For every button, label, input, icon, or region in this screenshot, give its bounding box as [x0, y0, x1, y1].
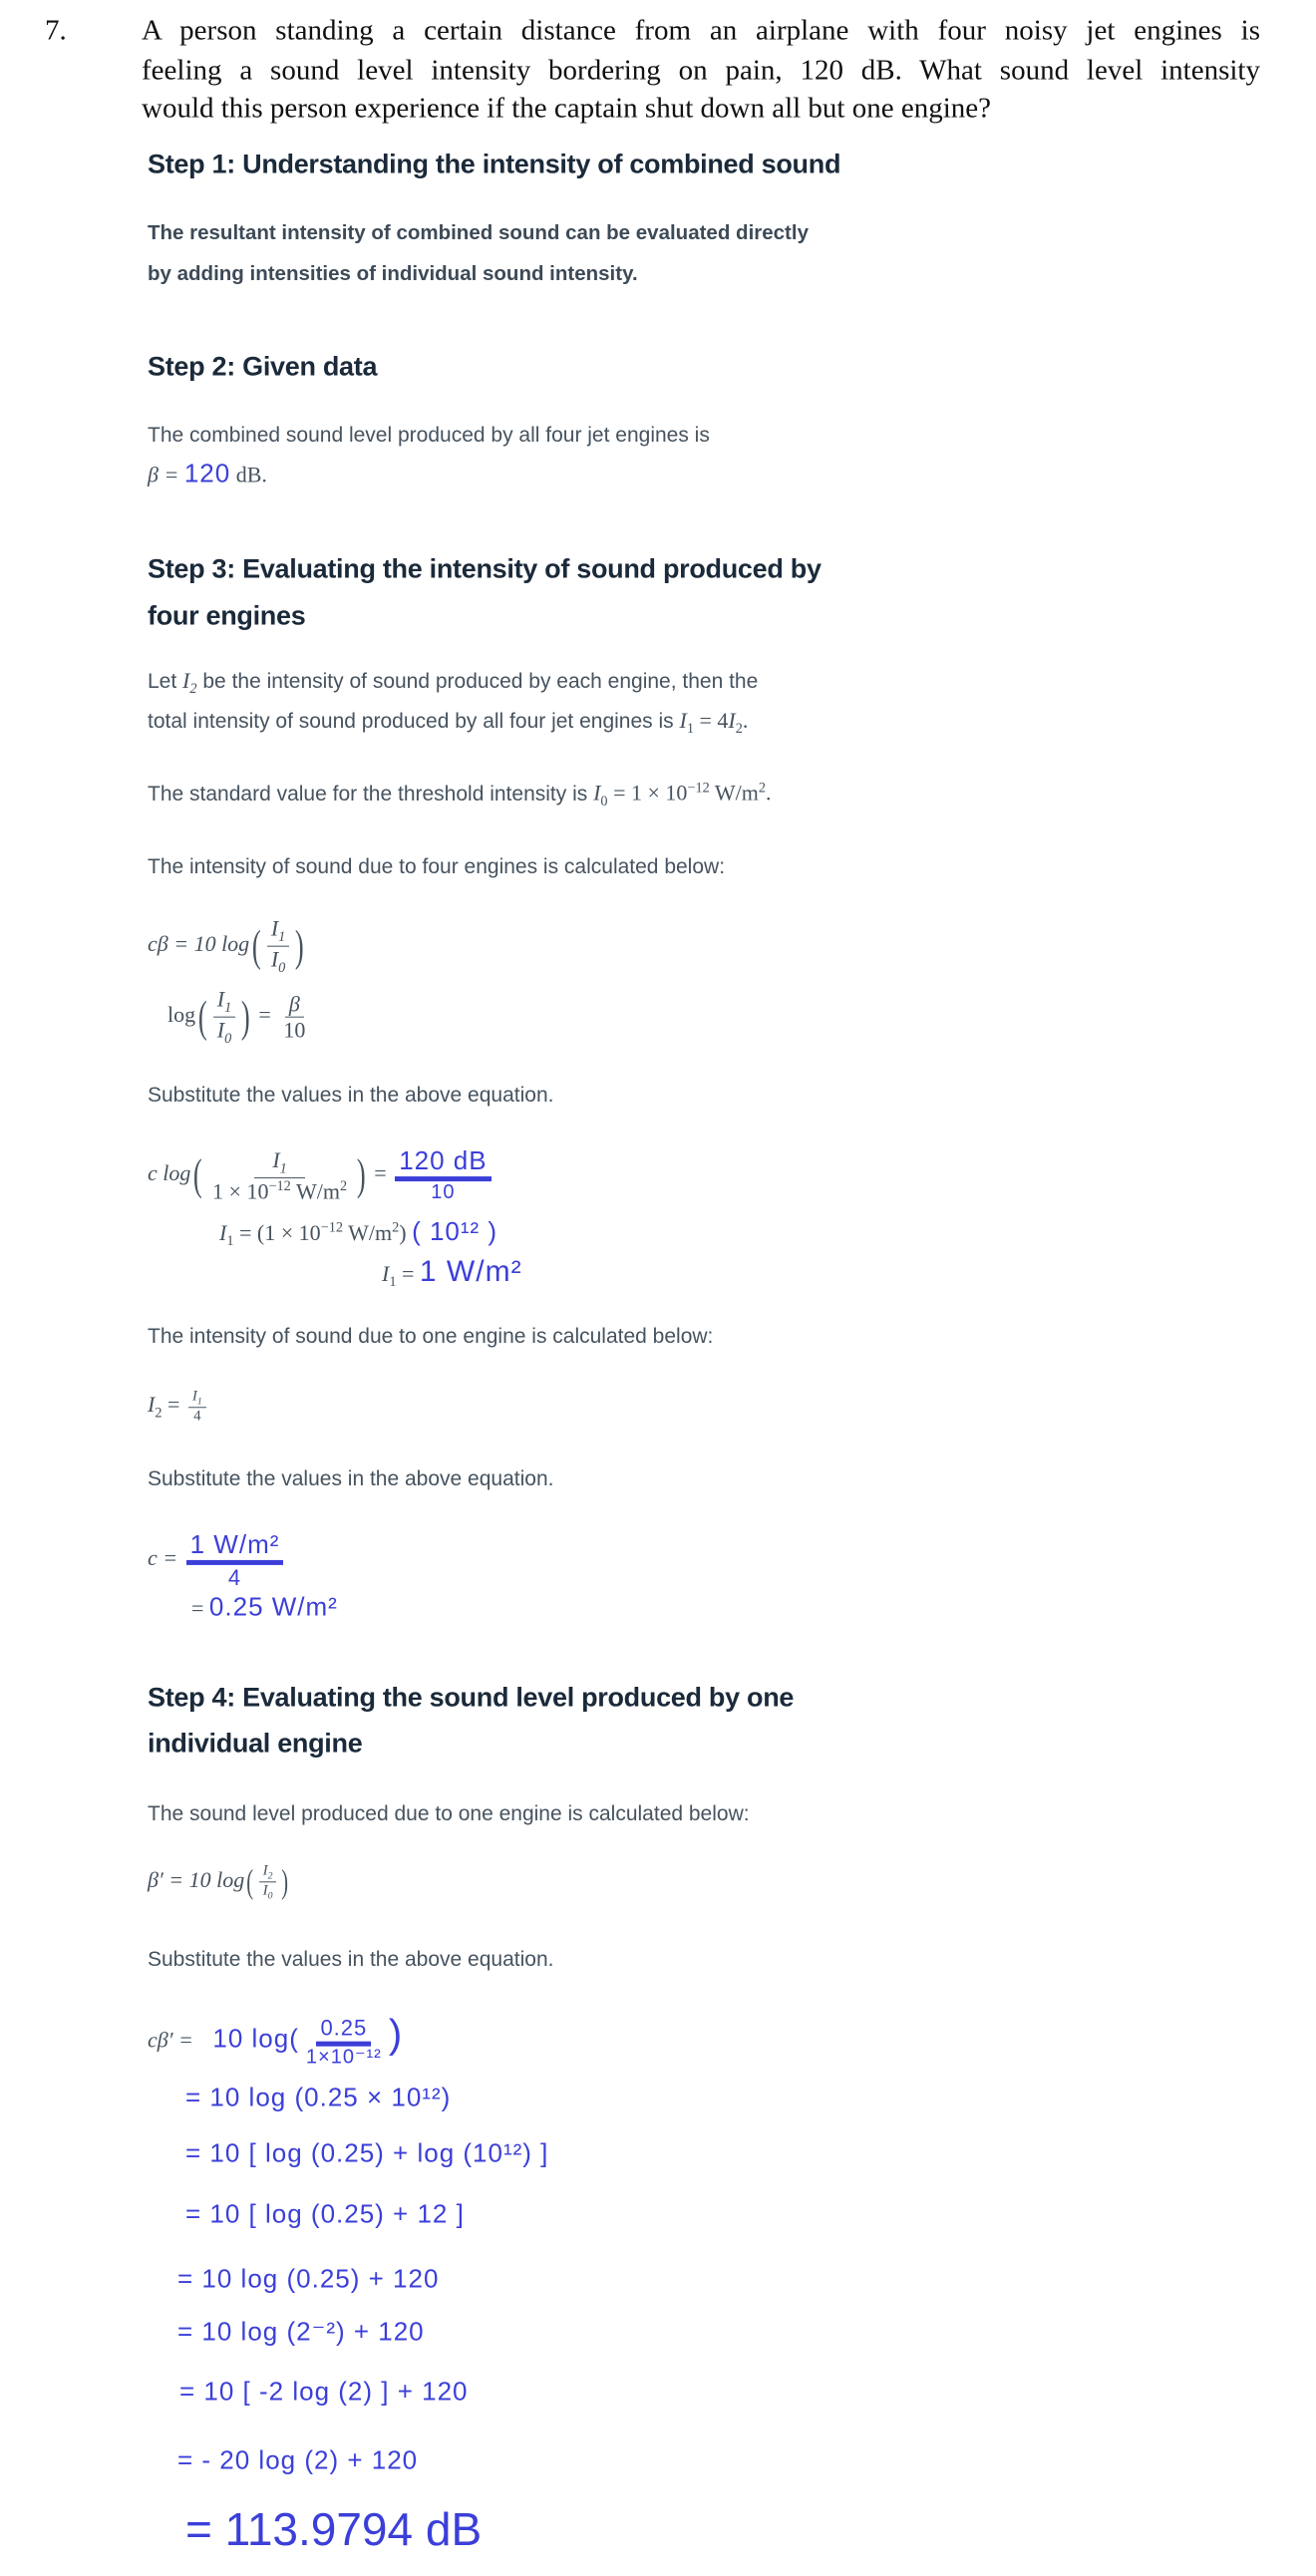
- step3-text: Let $I_2$ be the intensity of sound produced by each engine, then the: [148, 667, 759, 698]
- step1-heading: Step 1: Understanding the intensity of combined sound: [148, 149, 841, 179]
- step4-text: The sound level produced due to one engine is calculated below:: [148, 1802, 750, 1825]
- substitute-text: Substitute the values in the above equation.: [148, 1084, 554, 1107]
- work-line: = 10 log (0.25 × 10¹²): [185, 2082, 452, 2112]
- equation-i1-result: $I_1 = 1$ W/m²: [382, 1254, 522, 1291]
- equation-i2-substituted: c = 1 W/m² 4: [148, 1530, 286, 1590]
- step3-heading: Step 3: Evaluating the intensity of sound produced by: [148, 553, 822, 584]
- beta-unit: dB.: [235, 462, 267, 487]
- step2-heading: Step 2: Given data: [148, 351, 378, 382]
- work-line: = 10 [ log (0.25) + 12 ]: [185, 2198, 465, 2229]
- work-line: = 10 log (0.25) + 120: [177, 2263, 440, 2294]
- equation-i2: $I_2$ = $\frac{I_1}{4}$: [148, 1388, 209, 1425]
- step3-text: The intensity of sound due to one engine is calculated below:: [148, 1325, 714, 1348]
- work-line: = - 20 log (2) + 120: [177, 2444, 419, 2475]
- step3-text: total intensity of sound produced by all four jet engines is $I_1 = 4I_2$.: [148, 707, 749, 738]
- equation-sound-level: cβ = 10 log( $\frac{I_1}{I_0}$ ): [148, 915, 305, 976]
- threshold-text: The standard value for the threshold intensity is $I_0 = 1 \times 10^{-12}$ $W/m^2$.: [148, 780, 772, 810]
- equation-beta-prime-substituted: cβ′ = 10 log( $\frac{0.25}{\text{1×10⁻¹²}}$ ): [148, 2012, 404, 2069]
- work-line: = 10 [ log (0.25) + log (10¹²) ]: [185, 2137, 549, 2168]
- step4-heading: Step 4: Evaluating the sound level produced by one: [148, 1682, 795, 1713]
- work-line: = 10 log (2⁻²) + 120: [177, 2316, 425, 2347]
- substitute-text: Substitute the values in the above equation.: [148, 1948, 554, 1971]
- beta-symbol: β =: [148, 462, 179, 487]
- beta-value: 120: [183, 458, 231, 488]
- question-line: would this person experience if the captain shut down all but one engine?: [142, 92, 992, 125]
- step1-text: The resultant intensity of combined sound can be evaluated directly: [148, 221, 809, 244]
- step3-heading: four engines: [148, 600, 306, 631]
- step4-heading: individual engine: [148, 1728, 363, 1759]
- question-line: feeling a sound level intensity bordering on pain, 120 dB. What sound level intensity: [142, 54, 1260, 87]
- step3-text: The intensity of sound due to four engines is calculated below:: [148, 855, 726, 878]
- substitute-text: Substitute the values in the above equation.: [148, 1467, 554, 1490]
- beta-equation: [148, 459, 267, 489]
- equation-substituted: c log( $\frac{I_1}{1 \times 10^{-12} W/m^2}$ ) = 120 dB 10: [148, 1146, 494, 1204]
- equation-i2-result: = 0.25 W/m²: [191, 1591, 338, 1622]
- final-result: = 113.9794 dB: [185, 2503, 483, 2555]
- step1-text: by adding intensities of individual sound intensity.: [148, 262, 638, 285]
- question-number: 7.: [45, 14, 67, 47]
- step2-text: The combined sound level produced by all four jet engines is: [148, 424, 710, 447]
- equation-log: log( $\frac{I_1}{I_0}$ ) = $\frac{\beta}{10}$: [167, 986, 306, 1047]
- equation-beta-prime: β′ = 10 log( $\frac{I_2}{I_0}$ ): [148, 1862, 289, 1902]
- question-line: A person standing a certain distance from an airplane with four noisy jet engines is: [142, 14, 1260, 47]
- equation-i1: $I_1 = (1 \times 10^{-12}$ $W/m^2$) ( 10¹² ): [219, 1215, 498, 1250]
- work-line: = 10 [ -2 log (2) ] + 120: [179, 2376, 469, 2407]
